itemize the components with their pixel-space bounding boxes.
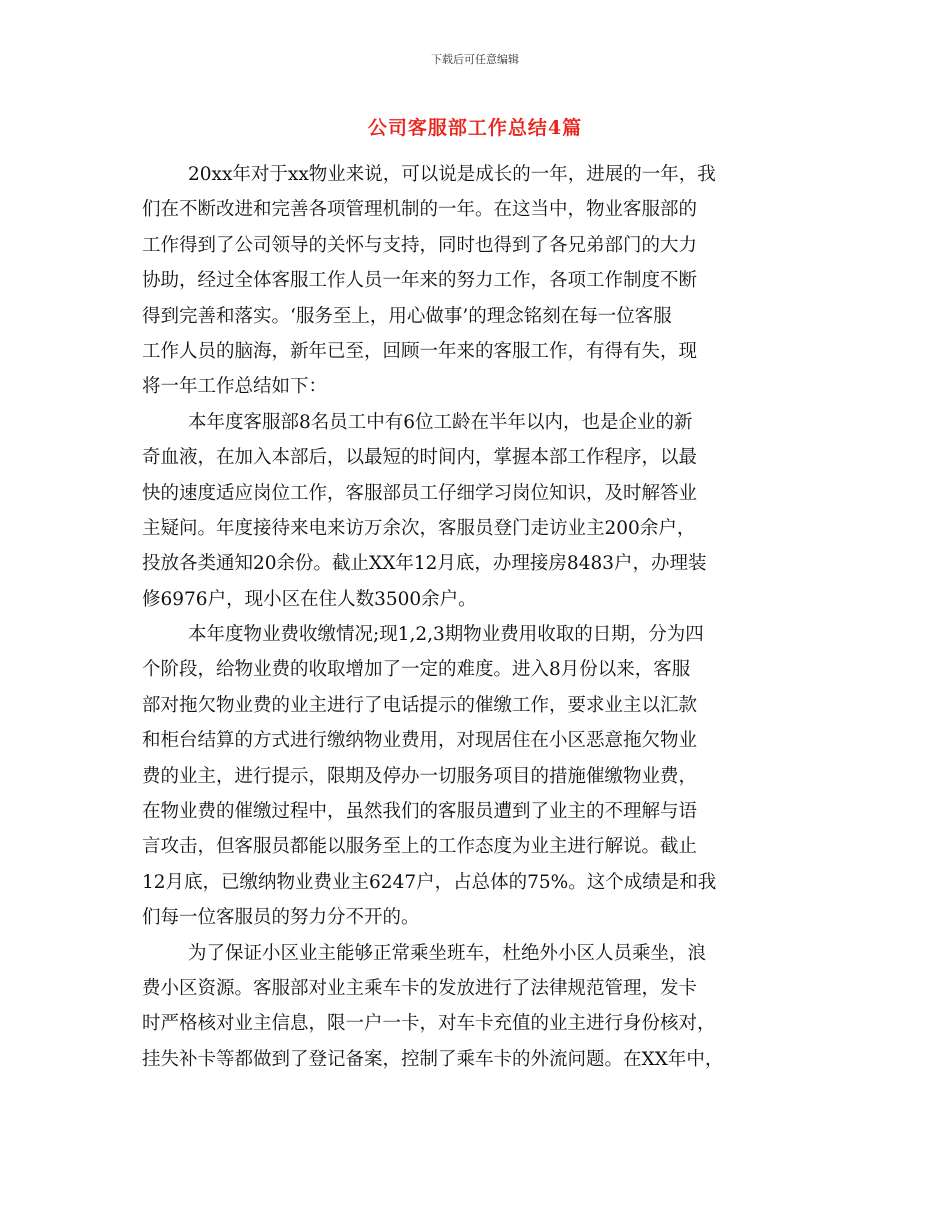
text-line: 费小区资源。客服部对业主乘车卡的发放进行了法律规范管理，发卡 [142,977,698,999]
text-line: 12月底，已缴纳物业费业主6247户，占总体的75%。这个成绩是和我 [142,871,717,893]
text-line: 修6976户，现小区在住人数3500余户。 [142,588,477,610]
document-title: 公司客服部工作总结4篇 [367,117,583,139]
text-line: 们在不断改进和完善各项管理机制的一年。在这当中，物业客服部的 [142,199,698,221]
text-line: 工作得到了公司领导的关怀与支持，同时也得到了各兄弟部门的大力 [142,234,698,256]
text-line: 们每一位客服员的努力分不开的。 [142,907,420,929]
document-body [142,157,814,1077]
text-line: 将一年工作总结如下： [142,376,328,398]
text-line: 本年度客服部8名员工中有6位工龄在半年以内，也是企业的新 [188,411,693,433]
text-line: 快的速度适应岗位工作，客服部员工仔细学习岗位知识，及时解答业 [142,482,698,504]
text-line: 为了保证小区业主能够正常乘坐班车，杜绝外小区人员乘坐，浪 [188,942,707,964]
text-line: 和柜台结算的方式进行缴纳物业费用，对现居住在小区恶意拖欠物业 [142,730,698,752]
text-line: 在物业费的催缴过程中，虽然我们的客服员遭到了业主的不理解与语 [142,801,698,823]
text-line: 时严格核对业主信息，限一户一卡，对车卡充值的业主进行身份核对， [142,1013,716,1035]
text-line: 主疑问。年度接待来电来访万余次，客服员登门走访业主200余户， [142,517,696,539]
text-line: 本年度物业费收缴情况;现1,2,3期物业费用收取的日期，分为四 [188,624,704,646]
text-line: 个阶段，给物业费的收取增加了一定的难度。进入8月份以来，客服 [142,659,691,681]
text-line: 工作人员的脑海，新年已至，回顾一年来的客服工作，有得有失，现 [142,340,698,362]
text-line: 挂失补卡等都做到了登记备案，控制了乘车卡的外流问题。在XX年中， [142,1048,724,1070]
text-line: 投放各类通知20余份。截止XX年12月底，办理接房8483户，办理装 [142,553,707,575]
text-line: 20xx年对于xx物业来说，可以说是成长的一年，进展的一年，我 [188,164,716,185]
text-line: 协助，经过全体客服工作人员一年来的努力工作，各项工作制度不断 [142,270,698,292]
text-line: 费的业主，进行提示，限期及停办一切服务项目的措施催缴物业费， [142,765,698,787]
page-header-note: 下载后可任意编辑 [431,53,519,66]
text-line: 言攻击，但客服员都能以服务至上的工作态度为业主进行解说。截止 [142,836,698,858]
text-line: 部对拖欠物业费的业主进行了电话提示的催缴工作，要求业主以汇款 [142,694,698,716]
text-line: 得到完善和落实。‘服务至上，用心做事’的理念铭刻在每一位客服 [142,305,672,327]
text-line: 奇血液，在加入本部后，以最短的时间内，掌握本部工作程序，以最 [142,447,698,469]
